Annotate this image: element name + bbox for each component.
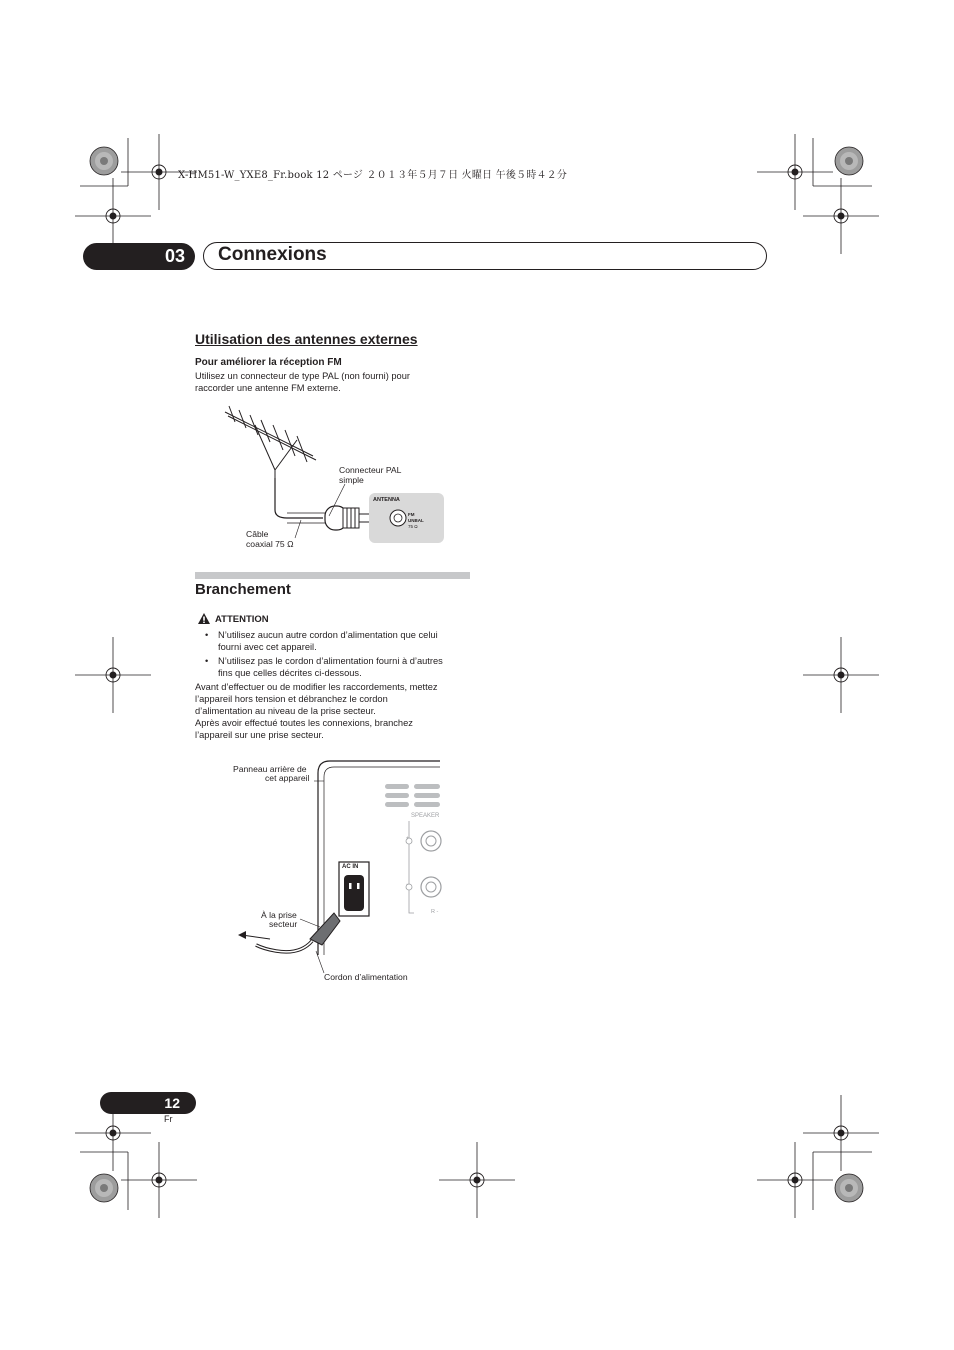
ac-in-label: AC IN (342, 864, 359, 870)
power-para-line-2: l’appareil hors tension et débranchez le cordon (195, 694, 388, 704)
section-title-antennas: Utilisation des antennes externes (195, 331, 418, 347)
page-number-badge (100, 1092, 196, 1114)
rear-panel-label-1: Panneau arrière de (233, 764, 307, 774)
section-title-branchement: Branchement (195, 581, 291, 598)
power-para-line-1: Avant d’effectuer ou de modifier les raccordements, mettez (195, 682, 438, 692)
power-para-line-5: l’appareil sur une prise secteur. (195, 730, 324, 740)
attention-heading: ATTENTION (215, 614, 269, 625)
outlet-label-2: secteur (269, 919, 298, 929)
power-cord-label: Cordon d’alimentation (324, 972, 408, 982)
pal-connector-label-1: Connecteur PAL (339, 465, 402, 475)
speaker-label: SPEAKER (411, 813, 440, 819)
coax-cable-label-1: Câble (246, 529, 269, 539)
panel-unbal-label: UNBAL (408, 518, 424, 523)
power-para-line-3: d’alimentation au niveau de la prise secteur. (195, 706, 376, 716)
antenna-body-line-1: Utilisez un connecteur de type PAL (non fourni) pour (195, 371, 410, 381)
warning-icon (197, 612, 211, 625)
panel-ohm-label: 75 Ω (408, 524, 418, 529)
bullet-dot-1: • (205, 630, 209, 640)
plus-terminal-label: + (406, 836, 410, 842)
power-para-line-4: Après avoir effectué toutes les connexions, branchez (195, 718, 413, 728)
chapter-number-badge (83, 243, 195, 270)
chapter-title-box (203, 242, 767, 270)
panel-antenna-label: ANTENNA (373, 497, 400, 503)
bullet-1-line-2: fourni avec cet appareil. (218, 642, 317, 652)
minus-terminal-label: − (406, 882, 410, 888)
page-language: Fr (164, 1114, 173, 1124)
subsection-title-fm: Pour améliorer la réception FM (195, 357, 342, 368)
bullet-2-line-1: N’utilisez pas le cordon d’alimentation fourni à d’autres (218, 656, 443, 666)
r-channel-label: R - (431, 909, 439, 915)
antenna-body-line-2: raccorder une antenne FM externe. (195, 383, 341, 393)
chapter-title: Connexions (218, 244, 327, 265)
book-file-header: X-HM51-W_YXE8_Fr.book 12 ページ ２０１３年５月７日 火曜日 午後５時４２分 (178, 170, 568, 181)
power-connection-illustration (230, 755, 442, 985)
rear-panel-label-2: cet appareil (265, 773, 310, 783)
page-number: 12 (164, 1095, 180, 1111)
panel-fm-label: FM (408, 512, 415, 517)
pal-connector-label-2: simple (339, 475, 364, 485)
outlet-label-1: À la prise (261, 910, 297, 920)
fm-antenna-illustration (195, 400, 455, 560)
bullet-2-line-2: fins que celles décrites ci-dessous. (218, 668, 362, 678)
coax-cable-label-2: coaxial 75 Ω (246, 539, 294, 549)
chapter-number: 03 (164, 246, 185, 266)
bullet-1-line-1: N’utilisez aucun autre cordon d’alimentation que celui (218, 630, 438, 640)
bullet-dot-2: • (205, 656, 209, 666)
section-divider-bar (195, 572, 470, 579)
